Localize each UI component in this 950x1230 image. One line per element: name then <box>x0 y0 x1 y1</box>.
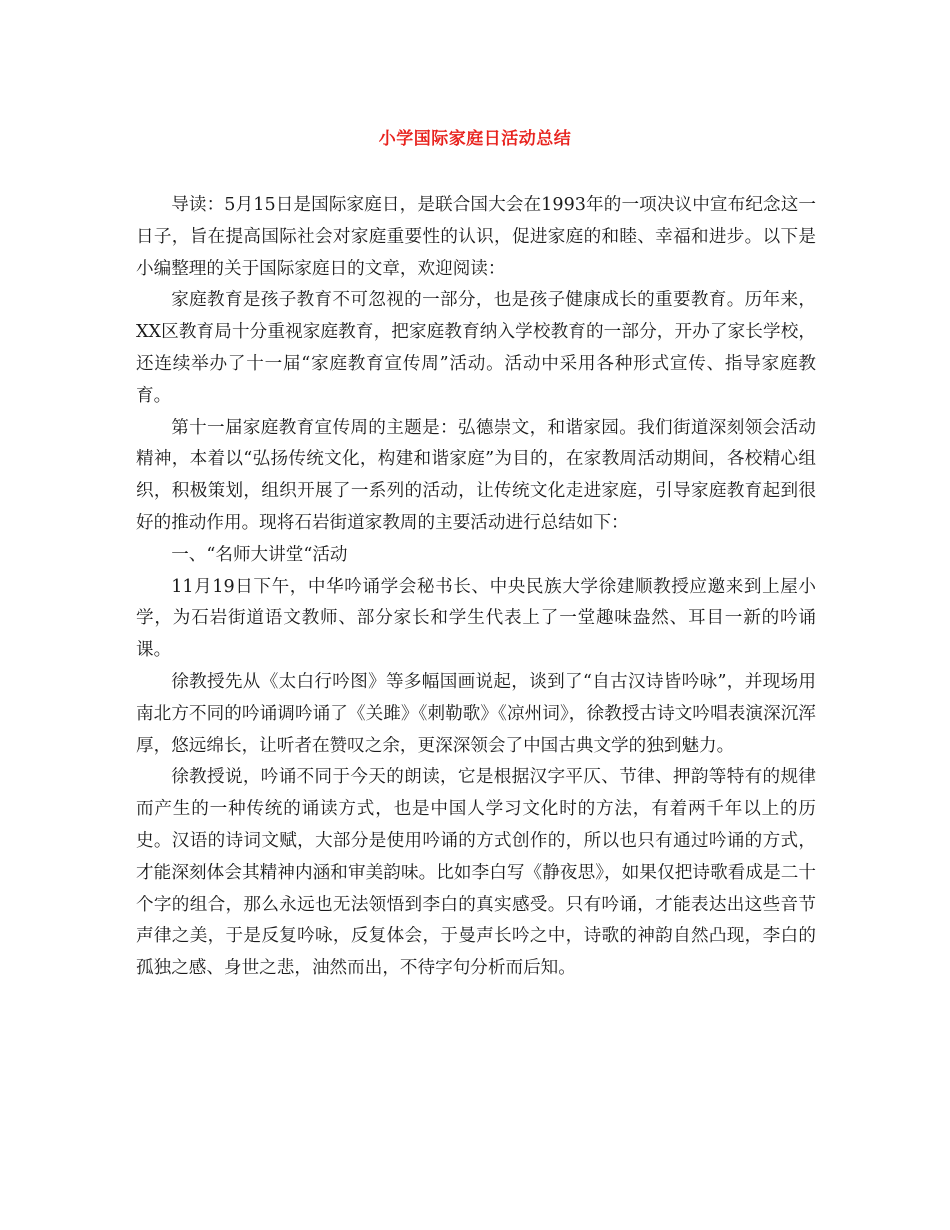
document-body <box>136 190 816 985</box>
paragraph-family-education: 家庭教育是孩子教育不可忽视的一部分，也是孩子健康成长的重要教育。历年来，XX区教育局十分重视家庭教育，把家庭教育纳入学校教育的一部分，开办了家长学校，还连续举办了十一届“家庭教育宣传周”活动。活动中采用各种形式宣传、指导家庭教育。 <box>136 290 816 406</box>
paragraph-intro: 导读：5月15日是国际家庭日，是联合国大会在1993年的一项决议中宣布纪念这一日子，旨在提高国际社会对家庭重要性的认识，促进家庭的和睦、幸福和进步。以下是小编整理的关于国际家庭日的文章，欢迎阅读： <box>136 195 816 279</box>
section-heading-lecture: 一、“名师大讲堂“活动 <box>171 544 348 565</box>
paragraph-chanting: 徐教授说，吟诵不同于今天的朗读，它是根据汉字平仄、节律、押韵等特有的规律而产生的一种传统的诵读方式，也是中国人学习文化时的方法，有着两千年以上的历史。汉语的诗词文赋，大部分是使用吟诵的方式创作的，所以也只有通过吟诵的方式，才能深刻体会其精神内涵和审美韵味。比如李白写《静夜思》，如果仅把诗歌看成是二十个字的组合，那么永远也无法领悟到李白的真实感受。只有吟诵，才能表达出这些音节声律之美，于是反复吟咏，反复体会，于曼声长吟之中，诗歌的神韵自然凸现，李白的孤独之感、身世之悲，油然而出，不待字句分析而后知。 <box>136 767 816 979</box>
document-title: 小学国际家庭日活动总结 <box>378 129 572 149</box>
paragraph-theme: 第十一届家庭教育宣传周的主题是：弘德崇文，和谐家园。我们街道深刻领会活动精神，本着以“弘扬传统文化，构建和谐家庭”为目的，在家教周活动期间，各校精心组织，积极策划，组织开展了一系列的活动，让传统文化走进家庭，引导家庭教育起到很好的推动作用。现将石岩街道家教周的主要活动进行总结如下： <box>136 417 816 533</box>
paragraph-professor-talk: 徐教授先从《太白行吟图》等多幅国画说起，谈到了“自古汉诗皆吟咏”，并现场用南北方不同的吟诵调吟诵了《关雎》《刺勒歌》《凉州词》，徐教授古诗文吟唱表演深沉浑厚，悠远绵长，让听者在赞叹之余，更深深领会了中国古典文学的独到魅力。 <box>136 671 816 756</box>
paragraph-lecture-event: 11月19日下午，中华吟诵学会秘书长、中央民族大学徐建顺教授应邀来到上屋小学，为石岩街道语文教师、部分家长和学生代表上了一堂趣味盎然、耳目一新的吟诵课。 <box>136 576 816 661</box>
